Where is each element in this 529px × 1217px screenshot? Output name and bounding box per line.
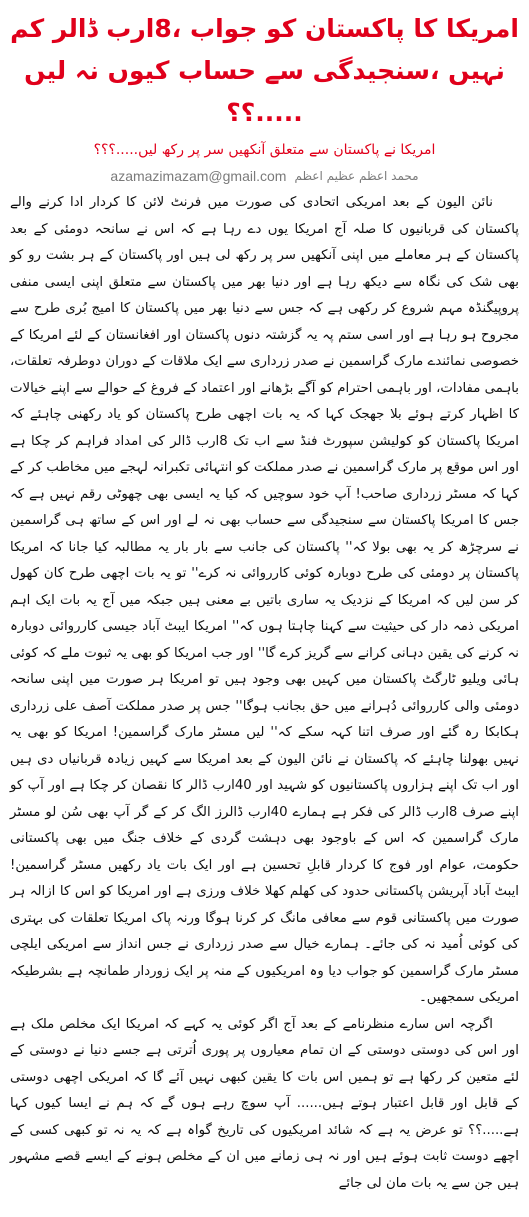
author-name: محمد اعظم عظیم اعظم — [294, 169, 419, 183]
byline — [10, 168, 519, 184]
article-paragraph: اگرچہ اس سارے منظرنامے کے بعد آج اگر کوئی یہ کہے کہ امریکا ایک مخلص ملک ہے اور اس کی دوستی دوستی کے ان تمام معیاروں پر پوری اُترتی ہے جسے دنیا نے دوستی کے لئے متعین کر رکھا ہے تو ہمیں اس بات کا یقین کبھی نہیں آئے گا کہ امریکی اچھی دوستی کے قابل اور قابل اعتبار ہوتے ہیں...... آپ سوچ رہے ہوں گے کہ ہم نے ایسا کیوں کہا ہے.....؟؟ تو عرض یہ ہے کہ شائد امریکیوں کی تاریخ گواہ ہے کہ یہ نہ تو کبھی کسی کے اچھے دوست ثابت ہوئے ہیں اور نہ ہی زمانے میں ان کے مخلص ہونے کے ایسے قصے مشہور ہیں جن سے یہ بات مان لی جائے — [10, 1016, 519, 1191]
article-title: امریکا کا پاکستان کو جواب ،8ارب ڈالر کم نہیں ،سنجیدگی سے حساب کیوں نہ لیں .....؟؟ — [10, 14, 519, 127]
article-paragraph: نائن الیون کے بعد امریکی اتحادی کی صورت میں فرنٹ لائن کا کردار ادا کرنے والے پاکستان کی قربانیوں کا صلہ آج امریکا یوں دے رہا ہے کہ اس نے سانحہ دومئی کے بعد پاکستان کے ہر معاملے میں اپنی آنکھیں سر پر رکھ لی ہیں اور پاکستان کے ہر بشت رو کو بھی شک کی نگاہ سے دیکھ رہا ہے اور دنیا بھر میں پاکستان سے متعلق اپنی ایسی منفی پروپیگنڈہ مہم شروع کر رکھی ہے کہ جس سے دنیا بھر میں پاکستان کا امیج بُری طرح سے مجروح ہو رہا ہے اور اسی ستم پہ یہ گزشتہ دنوں پاکستان اور افغانستان کے لئے امریکا کے خصوصی نمائندے مارک گراسمین نے صدر زرداری سے ایک ملاقات کے دوران دوطرفہ تعلقات، باہمی مفادات، اور باہمی احترام کو آگے بڑھانے اور اعتماد کے فروغ کے حوالے سے اپنے خیالات کا اظہار کرتے ہوئے بلا جھجک کہا کہ یہ بات اچھی طرح پاکستان کو یاد رکھنی چاہئے کہ امریکا پاکستان کو کولیشن سپورٹ فنڈ سے اب تک 8ارب ڈالر کی امداد فراہم کر چکا ہے اور اس موقع پر مارک گراسمین نے صدر مملکت کو انتہائی تکبرانہ لہجے میں مخاطب کر کے کہا کہ مسٹر زرداری صاحب! آپ خود سوچیں کہ کیا یہ ایسی بھی چھوٹی رقم نہیں ہے کہ جس کا امریکا پاکستان سے سنجیدگی سے حساب بھی نہ لے اور اس کے ساتھ ہی گراسمین نے سرچڑھ کر یہ بھی بولا کہ'' پاکستان کی جانب سے بار بار یہ مطالبہ کیا جانا کہ امریکا پاکستان پر دومئی کی طرح دوبارہ کوئی کارروائی نہ کرے'' تو یہ بات اچھی طرح کان کھول کر سن لیں کہ امریکا کے نزدیک یہ ساری باتیں بے معنی ہیں جبکہ میں آج یہ بات ایک اہم امریکی ذمہ دار کی حیثیت سے کہنا چاہتا ہوں کہ'' امریکا ایبٹ آباد جیسی کارروائی دوبارہ نہ کرنے کی یقین دہانی کرانے سے گریز کرے گا'' اور جب امریکا کو بھی یہ ثبوت ملے کہ کوئی ہائی ویلیو ٹارگٹ پاکستان میں کہیں بھی وجود ہیں تو امریکا ہر صورت میں اپنی سانحہ دومئی والی کارروائی دُہرانے میں حق بجانب ہوگا'' جس پر صدر مملکت آصف علی زرداری ہکابکا رہ گئے اور صرف اتنا کہہ سکے کہ'' لیں مسٹر مارک گراسمین! امریکا کو بھی یہ نہیں بھولنا چاہئے کہ پاکستان نے نائن الیون کے بعد امریکا سے کہیں زیادہ قربانیاں دی ہیں اور اب تک اپنے ہزاروں پاکستانیوں کو شہید اور 40ارب ڈالر کا نقصان کر چکا ہے اور آپ کو اپنے صرف 8ارب ڈالر کی فکر ہے ہمارے 40ارب ڈالرز الگ کر کے گر آپ بھی سُن لو مسٹر مارک گراسمین کہ اس کے باوجود بھی دہشت گردی کے خلاف جنگ میں بھی پاکستانی حکومت، عوام اور فوج کا کردار قابلِ تحسین ہے اور ایک بات یاد رکھیں مسٹر گراسمین! ایبٹ آباد آپریشن پاکستانی حدود کی کھلم کھلا خلاف ورزی ہے اور امریکا کو اس کا ازالہ ہر صورت میں پاکستانی قوم سے معافی مانگ کر کرنا ہوگا ورنہ پاک امریکا تعلقات کی بہتری کی کوئی اُمید نہ کی جائے۔ ہمارے خیال سے صدر زرداری نے جس انداز سے امریکی ایلچی مسٹر مارک گراسمین کو جواب دیا وہ امریکیوں کے منہ پر ایک زوردار طمانچہ ہے بشرطیکہ امریکی سمجھیں۔ — [10, 195, 519, 1005]
author-email[interactable]: azamazimazam@gmail.com — [110, 168, 287, 184]
article-body — [10, 190, 519, 1197]
article-subtitle: امریکا نے پاکستان سے متعلق آنکھیں سر پر رکھ لیں.....؟؟؟ — [93, 142, 436, 158]
